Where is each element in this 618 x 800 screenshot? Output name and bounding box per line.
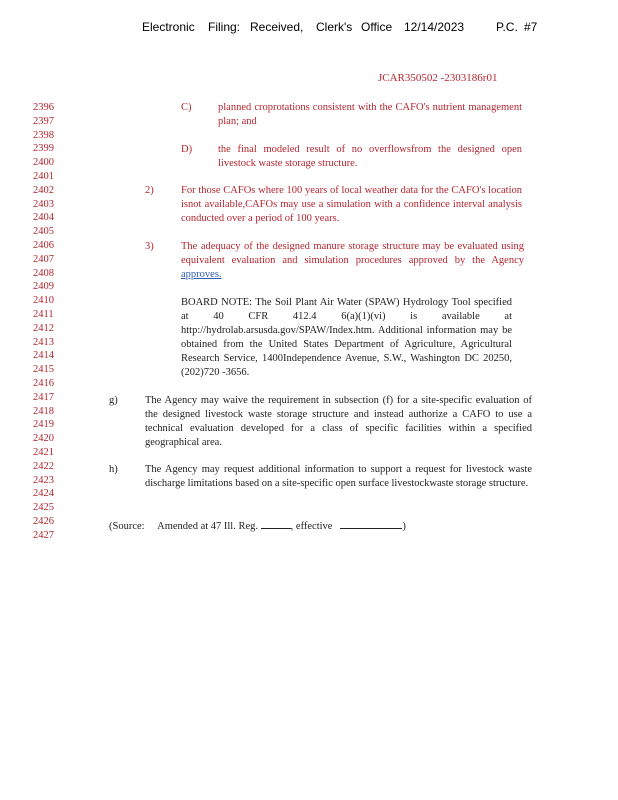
header-pc: P.C. [496,20,518,34]
line-number: 2398 [33,129,54,141]
header-clerks: Clerk's [316,20,353,34]
item-h-marker: h) [109,464,118,475]
source-line [109,519,449,534]
line-number: 2418 [33,405,54,417]
line-number: 2413 [33,336,54,348]
line-number: 2400 [33,157,54,169]
line-number: 2419 [33,419,54,431]
line-number: 2405 [33,226,54,238]
source-amended: Amended at 47 Ill. Reg. [157,521,259,532]
header-filing: Filing: [208,20,241,34]
item-h-text: The Agency may request additional information to support a request for livestock waste discharge limitations based on a site-specific open surface livestockwaste storage structure. [145,464,532,489]
board-note: BOARD NOTE: The Soil Plant Air Water (SPAW) Hydrology Tool specified at 40 CFR 412.4 6(a)(1)(vi) is available at http://hydrolab.arsusda.gov/SPAW/Index.htm. Additional information may be obtained from the United States Department of Agriculture, Agricultural Research Service, 1400Independence Avenue, S.W., Washington DC 20250, (202)720 -3656. [181,297,512,378]
line-number: 2403 [33,198,54,210]
line-number: 2425 [33,502,54,514]
line-number: 2407 [33,253,54,265]
item-d-text: the final modeled result of no overflowsfrom the designed open livestock waste storage structure. [218,144,522,169]
source-close: ) [402,521,406,532]
line-number: 2401 [33,171,54,182]
item-g-text: The Agency may waive the requirement in subsection (f) for a site-specific evaluation of the designed livestock waste storage structure and instead authorize a CAFO to use a technical evaluation developed for a class of specific facilities within a specified geographical area. [145,395,532,448]
line-number: 2399 [33,143,54,155]
item-3-inserted-text: approves. [181,269,222,280]
line-number: 2402 [33,184,54,196]
item-2-marker: 2) [145,185,154,196]
header-electronic: Electronic [142,20,195,34]
line-number: 2423 [33,474,54,486]
item-c-marker: C) [181,102,192,113]
line-number: 2417 [33,391,54,403]
document-id: JCAR350502 -2303186r01 [378,72,498,84]
line-number: 2408 [33,267,54,279]
source-open: (Source: [109,521,145,532]
line-number: 2410 [33,295,54,307]
header-date: 12/14/2023 [404,20,465,34]
item-3-text: The adequacy of the designed manure storage structure may be evaluated using equivalent evaluation and simulation procedures approved by the Agency [181,241,524,266]
line-number: 2397 [33,115,54,127]
line-number: 2426 [33,516,54,527]
header-pc-number: #7 [524,20,538,34]
item-g-marker: g) [109,395,118,406]
item-2-text: For those CAFOs where 100 years of local weather data for the CAFO's location isnot available,CAFOs may use a simulation with a confidence interval analysis conducted over a period of 100 years. [181,185,522,224]
line-number: 2414 [33,350,54,362]
line-number: 2422 [33,460,54,472]
header-received: Received, [250,20,304,34]
line-number: 2409 [33,281,54,293]
item-c-text: planned croprotations consistent with the CAFO's nutrient management plan; and [218,102,522,127]
line-number: 2396 [33,102,54,113]
line-number: 2420 [33,433,54,445]
line-number: 2416 [33,378,54,389]
line-number: 2415 [33,364,54,376]
line-number: 2427 [33,529,54,541]
line-number: 2424 [33,488,54,500]
item-d-marker: D) [181,144,193,155]
effective-date-blank [340,519,402,529]
reg-blank [261,519,291,529]
item-3-block [181,240,524,282]
line-number: 2421 [33,447,54,458]
header-office: Office [361,20,393,34]
line-number: 2411 [33,309,54,320]
line-number: 2404 [33,212,54,224]
item-3-marker: 3) [145,241,154,252]
source-effective: , effective [290,521,333,532]
line-number: 2406 [33,240,54,251]
line-number: 2412 [33,322,54,334]
